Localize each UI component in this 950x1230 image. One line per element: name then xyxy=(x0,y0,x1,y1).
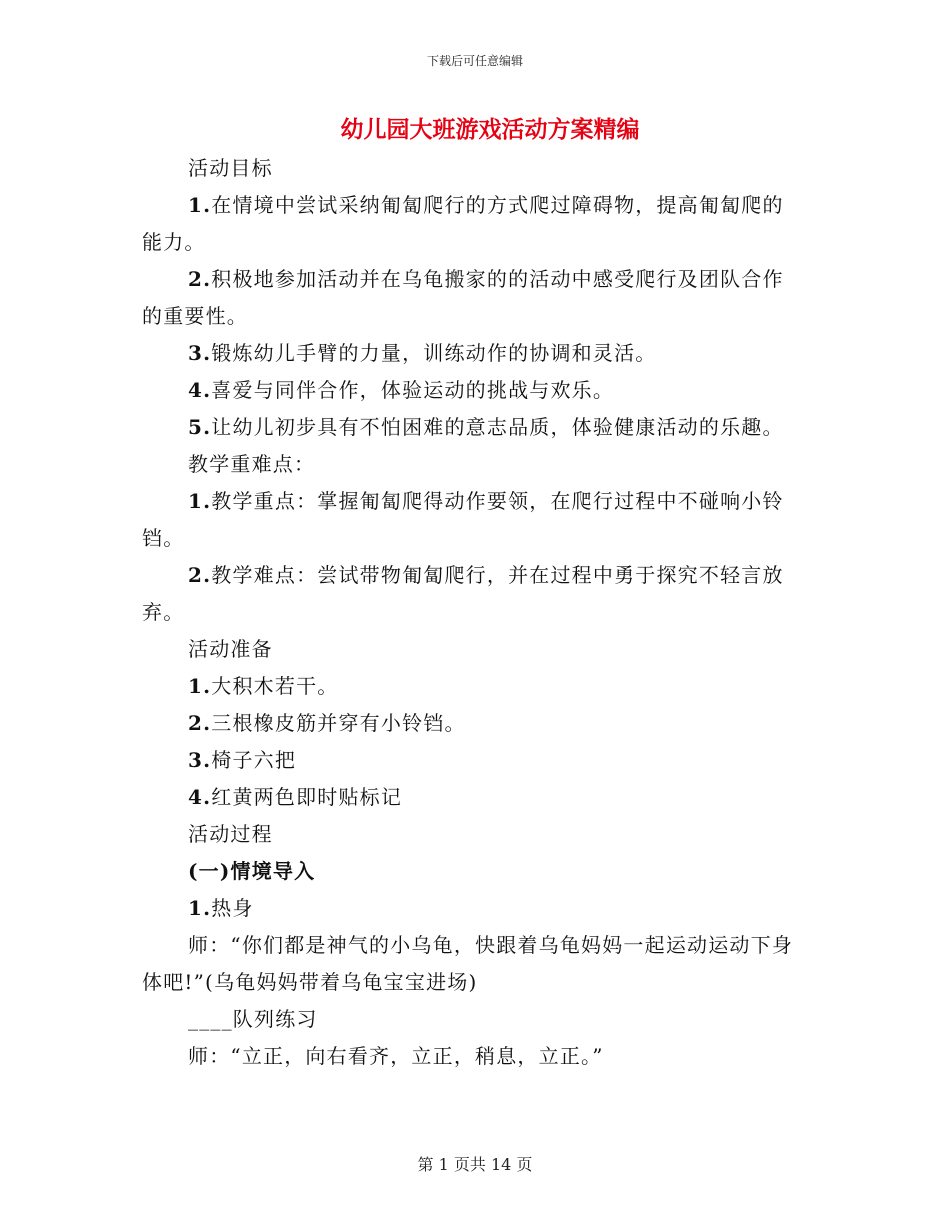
paragraph-text: 大积木若干。 xyxy=(211,674,339,698)
paragraph-heading-preparation xyxy=(142,631,797,668)
paragraph-text: 热身 xyxy=(211,896,254,920)
paragraph-number: 5. xyxy=(188,415,212,439)
paragraph-text: 椅子六把 xyxy=(211,748,297,772)
paragraph-text: 让幼儿初步具有不怕困难的意志品质，体验健康活动的乐趣。 xyxy=(211,415,784,439)
paragraph-text: 积极地参加活动并在乌龟搬家的的活动中感受爬行及团队合作的重要性。 xyxy=(142,267,784,328)
paragraph-number: 3. xyxy=(188,341,212,365)
paragraph-text: 教学难点：尝试带物匍匐爬行，并在过程中勇于探究不轻言放弃。 xyxy=(142,563,784,624)
paragraph-text: 教学重难点： xyxy=(188,452,316,476)
paragraph-heading-key-points xyxy=(142,446,797,483)
paragraph-text: 红黄两色即时贴标记 xyxy=(211,785,403,809)
paragraph-goal-5 xyxy=(142,409,797,446)
paragraph-number: 4. xyxy=(188,785,212,809)
paragraph-text: 教学重点：掌握匍匐爬得动作要领，在爬行过程中不碰响小铃铛。 xyxy=(142,489,784,550)
paragraph-text: 师：“立正，向右看齐，立正，稍息，立正。” xyxy=(188,1044,604,1068)
document-body xyxy=(142,150,797,1075)
paragraph-number: 2. xyxy=(188,563,212,587)
paragraph-heading-process xyxy=(142,816,797,853)
paragraph-text: 在情境中尝试采纳匍匐爬行的方式爬过障碍物，提高匍匐爬的能力。 xyxy=(142,193,784,254)
paragraph-prep-4 xyxy=(142,779,797,816)
paragraph-key-point-2 xyxy=(142,557,797,631)
paragraph-teacher-line-1 xyxy=(142,927,797,1001)
paragraph-prep-2 xyxy=(142,705,797,742)
paragraph-prep-3 xyxy=(142,742,797,779)
page-header: 下载后可任意编辑 xyxy=(426,54,523,68)
paragraph-number: 1. xyxy=(188,674,212,698)
paragraph-number: 1. xyxy=(188,896,212,920)
paragraph-text: ____队列练习 xyxy=(188,1007,318,1031)
paragraph-text: 三根橡皮筋并穿有小铃铛。 xyxy=(211,711,466,735)
paragraph-text: 锻炼幼儿手臂的力量，训练动作的协调和灵活。 xyxy=(211,341,657,365)
paragraph-number: 4. xyxy=(188,378,212,402)
paragraph-text: 活动目标 xyxy=(188,156,273,180)
paragraph-goal-4 xyxy=(142,372,797,409)
paragraph-number: 1. xyxy=(188,193,212,217)
paragraph-teacher-line-2 xyxy=(142,1038,797,1075)
paragraph-goal-1 xyxy=(142,187,797,261)
paragraph-number: 3. xyxy=(188,748,212,772)
paragraph-text: 活动过程 xyxy=(188,822,273,846)
paragraph-number: 2. xyxy=(188,267,212,291)
paragraph-prep-1 xyxy=(142,668,797,705)
paragraph-text: (一)情境导入 xyxy=(188,859,316,883)
paragraph-text: 活动准备 xyxy=(188,637,273,661)
paragraph-number: 1. xyxy=(188,489,212,513)
paragraph-number: 2. xyxy=(188,711,212,735)
paragraph-goal-2 xyxy=(142,261,797,335)
paragraph-text: 喜爱与同伴合作，体验运动的挑战与欢乐。 xyxy=(211,378,615,402)
paragraph-warmup xyxy=(142,890,797,927)
paragraph-formation-drill xyxy=(142,1001,797,1038)
page-footer: 第 1 页共 14 页 xyxy=(417,1155,533,1174)
paragraph-heading-goals xyxy=(142,150,797,187)
paragraph-key-point-1 xyxy=(142,483,797,557)
paragraph-subheading-intro xyxy=(142,853,797,890)
document-title: 幼儿园大班游戏活动方案精编 xyxy=(340,116,640,143)
paragraph-goal-3 xyxy=(142,335,797,372)
paragraph-text: 师：“你们都是神气的小乌龟，快跟着乌龟妈妈一起运动运动下身体吧!”(乌龟妈妈带着乌龟宝宝进场) xyxy=(142,933,794,994)
